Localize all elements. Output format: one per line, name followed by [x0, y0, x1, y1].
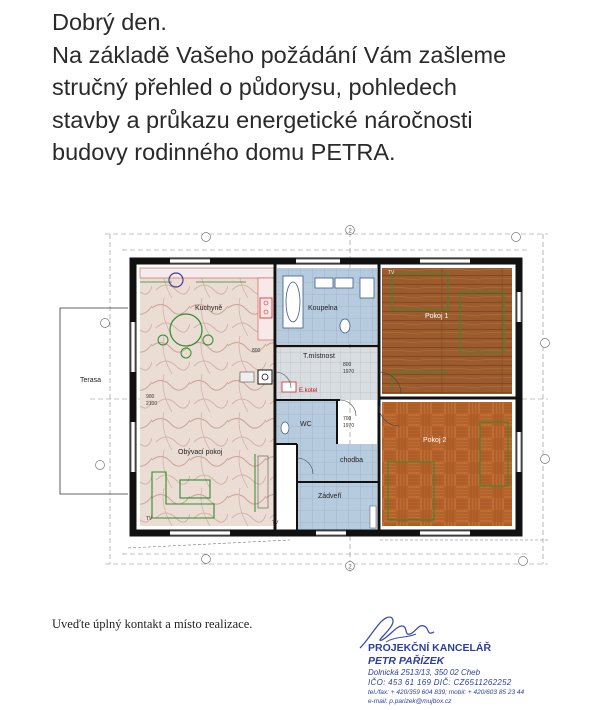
tv-label: TV [388, 270, 395, 276]
dim-label: 800 [343, 362, 352, 368]
intro-line: budovy rodinného domu PETRA. [52, 139, 396, 166]
dim-label: 700 [343, 416, 352, 422]
dim-label: 1970 [343, 369, 355, 375]
office-stamp [356, 612, 600, 710]
chimney [258, 370, 272, 384]
room-label-terasa: Terasa [80, 377, 102, 384]
intro-line: stručný přehled o půdorysu, pohledech [52, 74, 457, 101]
room-label-pokoj2: Pokoj 2 [423, 437, 447, 444]
stamp-phone: tel./fax: + 420/359 604 839; mobil: + 420/603 85 23 44 [368, 689, 525, 696]
stamp-org: PROJEKČNÍ KANCELÁŘ [368, 642, 492, 654]
floor-plan [0, 222, 600, 602]
dim-label: 1970 [343, 423, 355, 429]
room-label-kuchyne: Kuchyně [195, 305, 223, 312]
terrace-outline [60, 308, 128, 494]
tv-label: TV [272, 520, 279, 526]
axis-label-bottom: 2 [348, 564, 352, 571]
room-label-chodba: chodba [340, 457, 363, 464]
stamp-address: Dolnická 2513/13, 350 02 Cheb [368, 668, 481, 677]
intro-line: stavby a průkazu energetické náročnosti [52, 106, 473, 133]
room-label-koupelna: Koupelna [308, 305, 338, 312]
dim-label: 800 [252, 348, 261, 354]
room-label-zadveri: Zádveří [318, 493, 342, 500]
room-label-ekotel: E.kotel [299, 388, 318, 394]
floor-pokoj2 [382, 402, 512, 526]
greeting-line: Dobrý den. [52, 9, 167, 35]
room-label-pokoj1: Pokoj 1 [425, 313, 449, 320]
room-label-wc: WC [300, 421, 312, 428]
intro-text [52, 6, 592, 169]
floor-obyvaci [140, 404, 274, 526]
room-label-tmistnost: T.místnost [303, 353, 335, 360]
axis-label-top: 2 [348, 228, 352, 235]
stamp-email: e-mail: p.parizek@mujbox.cz [368, 698, 452, 705]
dim-label: 900 [146, 394, 155, 400]
tv-label: TV [146, 516, 153, 522]
stamp-name: PETR PAŘÍZEK [368, 655, 445, 667]
floor-pokoj1 [382, 268, 512, 394]
stamp-ids: IČO: 453 61 169 DIČ: CZ6511262252 [368, 678, 512, 687]
floor-zadveri [297, 482, 377, 532]
dim-label: 2100 [146, 401, 158, 407]
stove [240, 372, 254, 382]
intro-line: Na základě Vašeho požádání Vám zašleme [52, 41, 507, 68]
room-label-obyvaci: Obývací pokoj [178, 449, 223, 456]
contact-note: Uveďte úplný kontakt a místo realizace. [52, 617, 253, 631]
